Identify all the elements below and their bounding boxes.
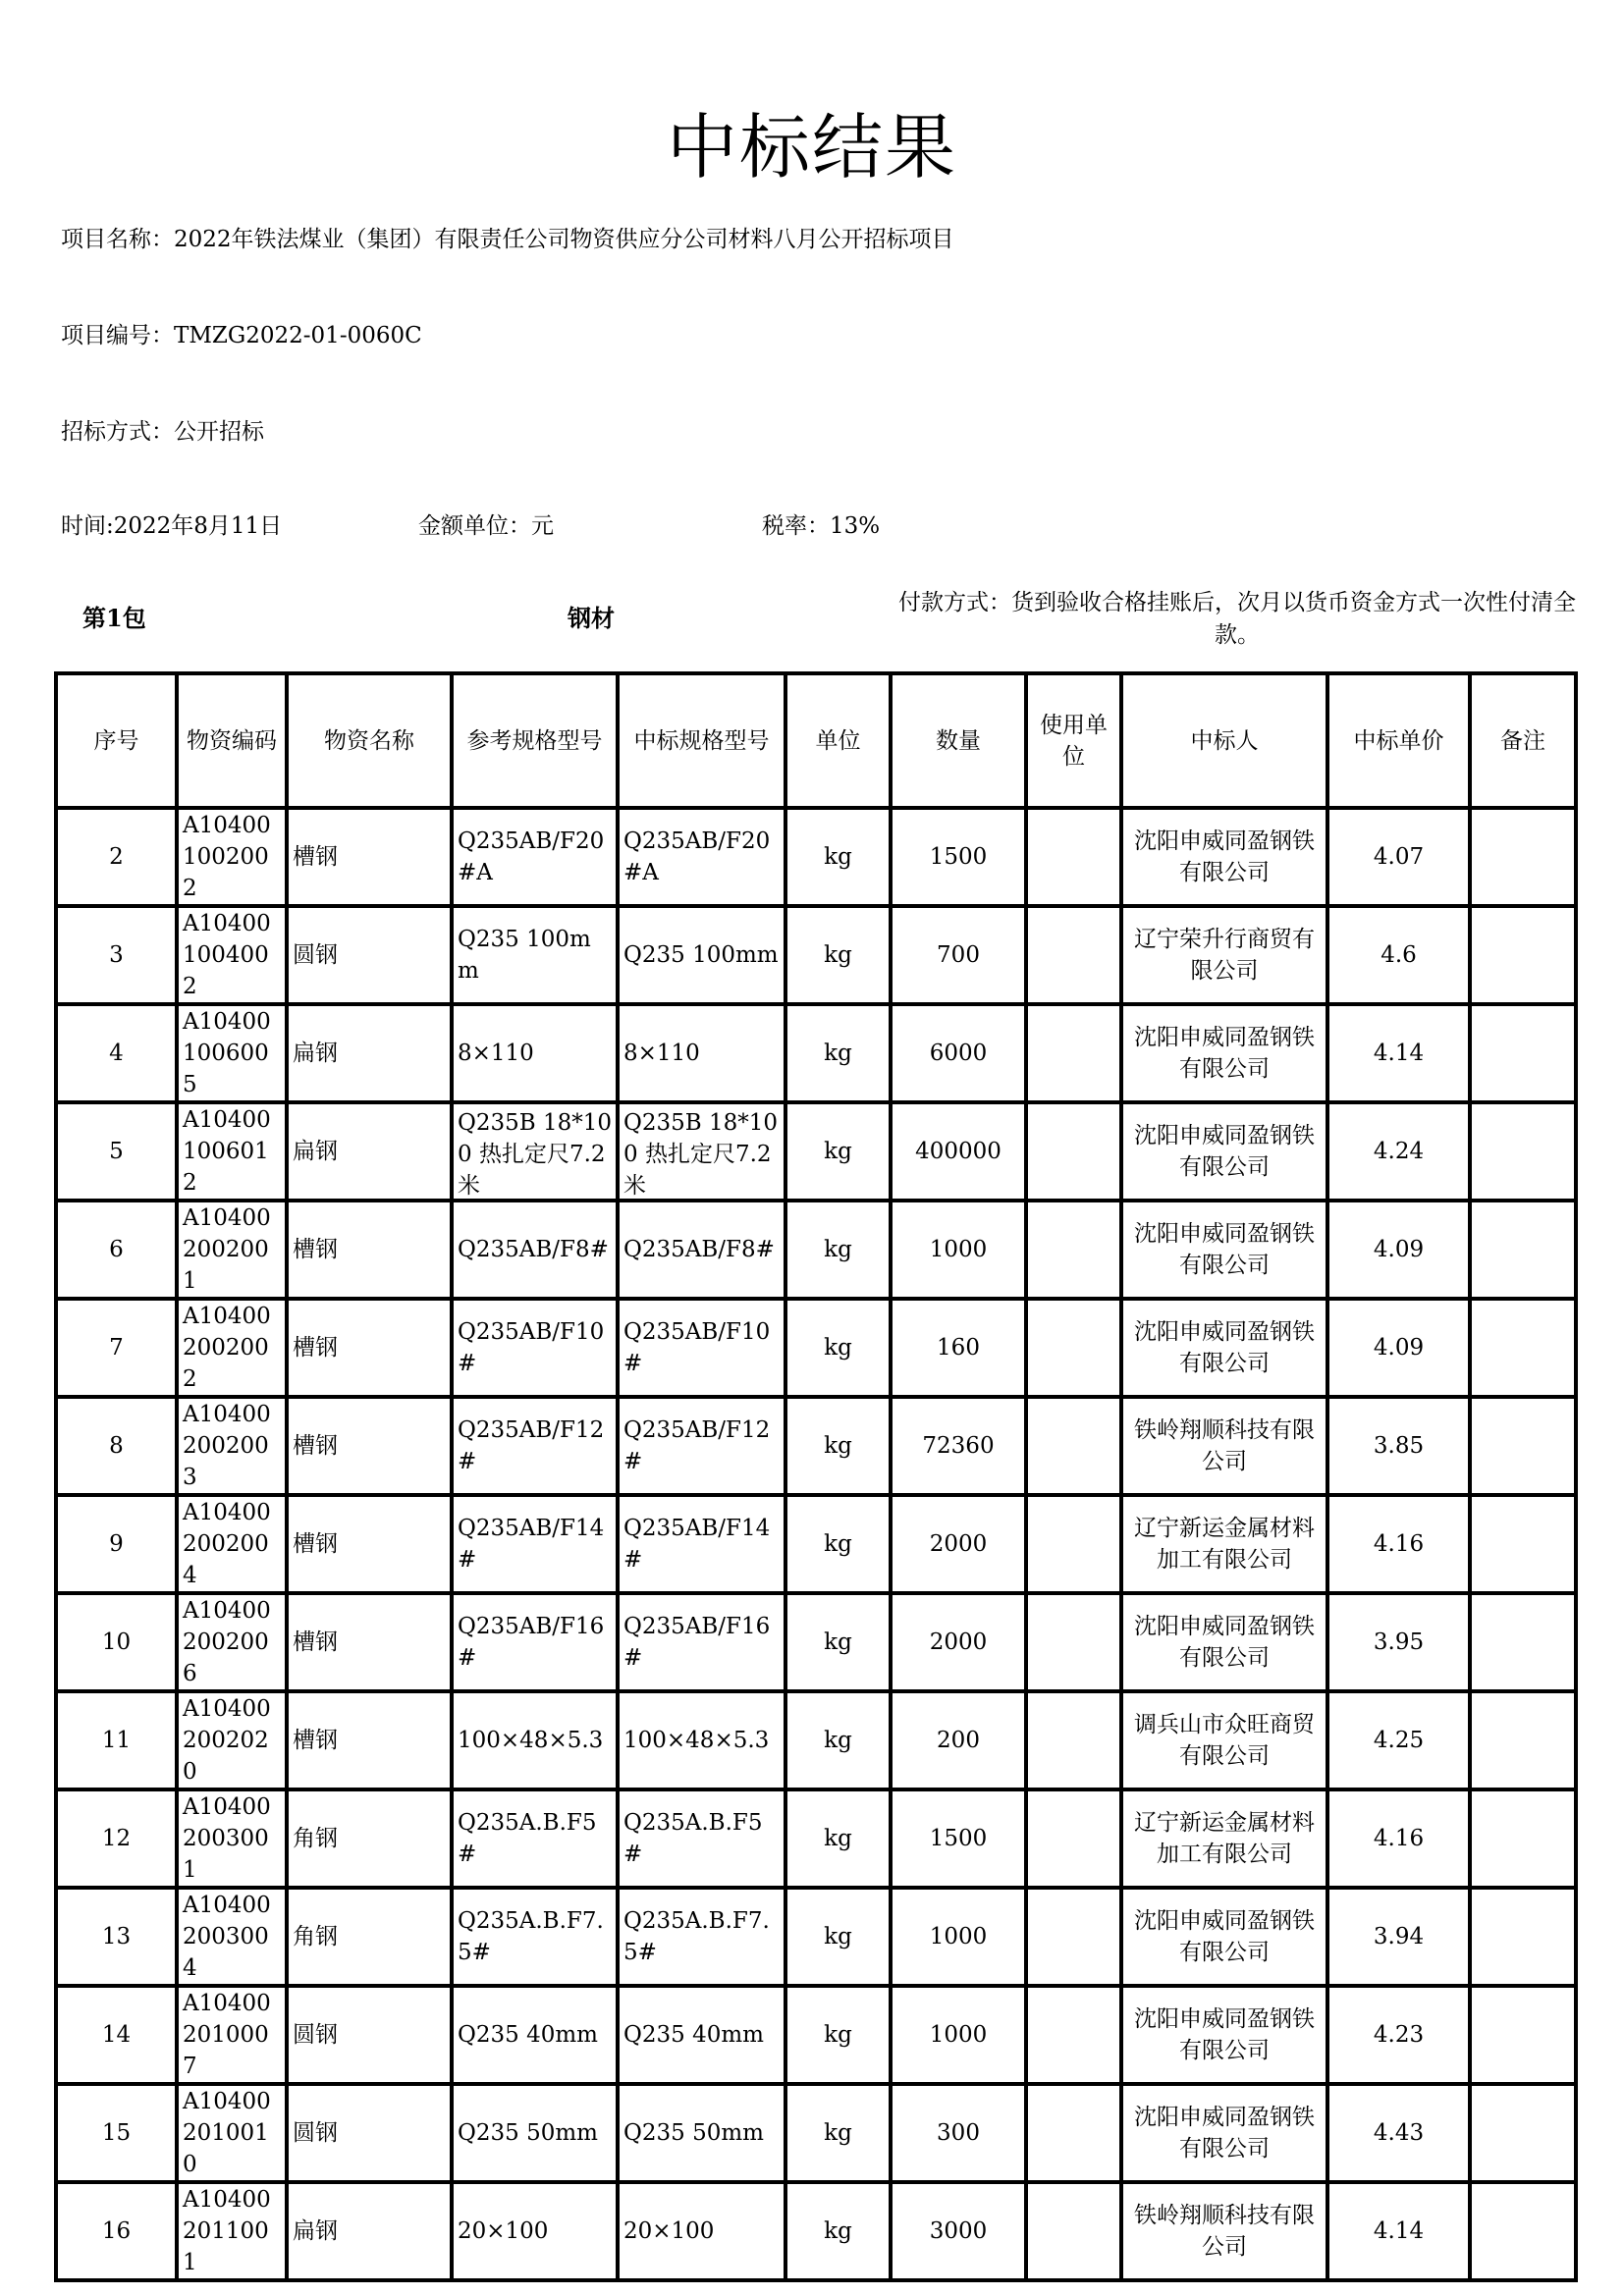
cell-note (1470, 1789, 1576, 1888)
cell-user (1026, 1102, 1121, 1201)
cell-unit: kg (785, 906, 891, 1004)
cell-winner: 沈阳申威同盈钢铁有限公司 (1121, 1201, 1327, 1299)
cell-ref-spec (452, 1299, 618, 1397)
cell-no: 2 (56, 808, 177, 906)
cell-user (1026, 1004, 1121, 1102)
cell-win-spec-text: Q235 50mm (623, 2120, 764, 2146)
cell-note (1470, 808, 1576, 906)
cell-winner: 辽宁新运金属材料加工有限公司 (1121, 1789, 1327, 1888)
cell-ref-spec (452, 2084, 618, 2182)
cell-ref-spec-text: Q235AB/F14# (458, 1516, 605, 1573)
cell-price: 4.14 (1327, 1004, 1470, 1102)
cell-note (1470, 1495, 1576, 1593)
header-note: 备注 (1470, 673, 1576, 808)
cell-unit: kg (785, 1495, 891, 1593)
cell-user (1026, 1201, 1121, 1299)
cell-qty: 3000 (891, 2182, 1026, 2280)
cell-ref-spec-text: Q235AB/F10# (458, 1319, 605, 1376)
table-row (56, 1201, 1576, 1299)
cell-price: 4.24 (1327, 1102, 1470, 1201)
project-code: 项目编号：TMZG2022-01-0060C (61, 323, 422, 348)
cell-win-spec-text: Q235AB/F20#A (623, 828, 771, 885)
cell-win-spec-text: Q235 40mm (623, 2022, 764, 2048)
cell-qty: 72360 (891, 1397, 1026, 1495)
result-table (54, 671, 1578, 2282)
cell-code: A104002002002 (177, 1299, 287, 1397)
cell-unit: kg (785, 2084, 891, 2182)
cell-winner: 沈阳申威同盈钢铁有限公司 (1121, 808, 1327, 906)
cell-qty: 1500 (891, 1789, 1026, 1888)
cell-no: 8 (56, 1397, 177, 1495)
cell-unit: kg (785, 1397, 891, 1495)
cell-ref-spec (452, 808, 618, 906)
cell-qty: 160 (891, 1299, 1026, 1397)
cell-win-spec (618, 906, 785, 1004)
cell-winner: 辽宁荣升行商贸有限公司 (1121, 906, 1327, 1004)
table-row (56, 808, 1576, 906)
cell-qty: 1000 (891, 1888, 1026, 1986)
cell-ref-spec (452, 1888, 618, 1986)
cell-win-spec (618, 1888, 785, 1986)
cell-no: 9 (56, 1495, 177, 1593)
cell-price: 4.14 (1327, 2182, 1470, 2280)
cell-ref-spec-text: Q235AB/F12# (458, 1417, 605, 1474)
cell-code: A104001006012 (177, 1102, 287, 1201)
table-row (56, 1789, 1576, 1888)
cell-ref-spec-text: Q235AB/F16# (458, 1614, 605, 1671)
cell-code: A104001002002 (177, 808, 287, 906)
cell-win-spec-text: Q235AB/F8# (623, 1237, 775, 1262)
cell-no: 10 (56, 1593, 177, 1691)
cell-qty: 700 (891, 906, 1026, 1004)
cell-qty: 2000 (891, 1495, 1026, 1593)
cell-winner: 辽宁新运金属材料加工有限公司 (1121, 1495, 1327, 1593)
cell-unit: kg (785, 1888, 891, 1986)
cell-name: 圆钢 (287, 906, 452, 1004)
cell-ref-spec-text: Q235A.B.F7.5# (458, 1908, 604, 1965)
cell-code: A104002002004 (177, 1495, 287, 1593)
cell-unit: kg (785, 1201, 891, 1299)
table-row (56, 1299, 1576, 1397)
cell-price: 4.16 (1327, 1495, 1470, 1593)
cell-no: 6 (56, 1201, 177, 1299)
cell-code: A104002003001 (177, 1789, 287, 1888)
cell-note (1470, 906, 1576, 1004)
cell-ref-spec (452, 1593, 618, 1691)
cell-win-spec (618, 2084, 785, 2182)
cell-win-spec (618, 808, 785, 906)
cell-ref-spec-text: Q235AB/F8# (458, 1237, 609, 1262)
cell-price: 4.23 (1327, 1986, 1470, 2084)
cell-note (1470, 1986, 1576, 2084)
cell-user (1026, 1299, 1121, 1397)
table-row (56, 1397, 1576, 1495)
cell-ref-spec-text: 20×100 (458, 2218, 549, 2244)
cell-code: A104002011001 (177, 2182, 287, 2280)
cell-price: 4.09 (1327, 1201, 1470, 1299)
cell-win-spec-text: 8×110 (623, 1041, 700, 1066)
cell-name: 角钢 (287, 1888, 452, 1986)
cell-price: 3.95 (1327, 1593, 1470, 1691)
table-row (56, 1102, 1576, 1201)
cell-ref-spec-text: Q235 40mm (458, 2022, 598, 2048)
table-header-row (56, 673, 1576, 808)
cell-price: 3.94 (1327, 1888, 1470, 1986)
header-no: 序号 (56, 673, 177, 808)
header-code: 物资编码 (177, 673, 287, 808)
cell-note (1470, 1102, 1576, 1201)
cell-code: A104002002020 (177, 1691, 287, 1789)
amount-unit: 金额单位：元 (418, 513, 554, 539)
cell-win-spec-text: Q235AB/F12# (623, 1417, 771, 1474)
cell-ref-spec-text: 100×48×5.3 (458, 1728, 604, 1753)
cell-no: 15 (56, 2084, 177, 2182)
cell-unit: kg (785, 1299, 891, 1397)
table-row (56, 1691, 1576, 1789)
cell-winner: 沈阳申威同盈钢铁有限公司 (1121, 1299, 1327, 1397)
cell-price: 4.6 (1327, 906, 1470, 1004)
cell-name: 扁钢 (287, 2182, 452, 2280)
cell-win-spec-text: Q235A.B.F7.5# (623, 1908, 770, 1965)
cell-unit: kg (785, 1593, 891, 1691)
cell-code: A104002003004 (177, 1888, 287, 1986)
cell-user (1026, 906, 1121, 1004)
cell-win-spec-text: Q235AB/F10# (623, 1319, 771, 1376)
cell-ref-spec-text: 8×110 (458, 1041, 534, 1066)
cell-qty: 2000 (891, 1593, 1026, 1691)
cell-user (1026, 1888, 1121, 1986)
cell-winner: 铁岭翔顺科技有限公司 (1121, 1397, 1327, 1495)
cell-note (1470, 2084, 1576, 2182)
cell-win-spec (618, 1004, 785, 1102)
cell-name: 槽钢 (287, 1593, 452, 1691)
cell-ref-spec (452, 2182, 618, 2280)
cell-user (1026, 2084, 1121, 2182)
cell-no: 14 (56, 1986, 177, 2084)
cell-ref-spec-text: Q235B 18*100 热扎定尺7.2米 (458, 1110, 612, 1196)
cell-ref-spec (452, 1691, 618, 1789)
cell-name: 槽钢 (287, 1201, 452, 1299)
cell-unit: kg (785, 1691, 891, 1789)
cell-note (1470, 2182, 1576, 2280)
cell-note (1470, 1201, 1576, 1299)
cell-winner: 铁岭翔顺科技有限公司 (1121, 2182, 1327, 2280)
cell-user (1026, 1495, 1121, 1593)
cell-winner: 沈阳申威同盈钢铁有限公司 (1121, 1888, 1327, 1986)
table-row (56, 1004, 1576, 1102)
project-name: 项目名称：2022年铁法煤业（集团）有限责任公司物资供应分公司材料八月公开招标项目 (61, 227, 954, 252)
cell-ref-spec (452, 1789, 618, 1888)
cell-unit: kg (785, 2182, 891, 2280)
bid-method: 招标方式：公开招标 (61, 419, 264, 445)
cell-code: A104002002003 (177, 1397, 287, 1495)
cell-no: 11 (56, 1691, 177, 1789)
cell-name: 圆钢 (287, 1986, 452, 2084)
cell-unit: kg (785, 1789, 891, 1888)
cell-no: 12 (56, 1789, 177, 1888)
cell-name: 扁钢 (287, 1004, 452, 1102)
cell-win-spec-text: Q235B 18*100 热扎定尺7.2米 (623, 1110, 779, 1196)
cell-win-spec (618, 1397, 785, 1495)
cell-price: 4.25 (1327, 1691, 1470, 1789)
cell-winner: 沈阳申威同盈钢铁有限公司 (1121, 1593, 1327, 1691)
cell-qty: 200 (891, 1691, 1026, 1789)
cell-no: 16 (56, 2182, 177, 2280)
cell-no: 3 (56, 906, 177, 1004)
cell-winner: 沈阳申威同盈钢铁有限公司 (1121, 1102, 1327, 1201)
cell-name: 槽钢 (287, 1495, 452, 1593)
cell-name: 槽钢 (287, 1299, 452, 1397)
table-row (56, 1986, 1576, 2084)
cell-unit: kg (785, 1986, 891, 2084)
cell-winner: 调兵山市众旺商贸有限公司 (1121, 1691, 1327, 1789)
header-win-spec: 中标规格型号 (618, 673, 785, 808)
cell-win-spec (618, 1201, 785, 1299)
cell-qty: 300 (891, 2084, 1026, 2182)
header-ref-spec: 参考规格型号 (452, 673, 618, 808)
cell-qty: 1500 (891, 808, 1026, 906)
header-price: 中标单价 (1327, 673, 1470, 808)
cell-win-spec (618, 2182, 785, 2280)
cell-user (1026, 1986, 1121, 2084)
cell-no: 7 (56, 1299, 177, 1397)
cell-price: 4.07 (1327, 808, 1470, 906)
tax-rate: 税率：13% (762, 513, 881, 539)
cell-qty: 1000 (891, 1986, 1026, 2084)
cell-user (1026, 1691, 1121, 1789)
cell-win-spec-text: Q235A.B.F5# (623, 1810, 763, 1867)
cell-no: 4 (56, 1004, 177, 1102)
cell-ref-spec (452, 1201, 618, 1299)
cell-code: A104001004002 (177, 906, 287, 1004)
cell-win-spec-text: 100×48×5.3 (623, 1728, 770, 1753)
header-unit: 单位 (785, 673, 891, 808)
cell-win-spec-text: Q235AB/F16# (623, 1614, 771, 1671)
cell-qty: 6000 (891, 1004, 1026, 1102)
cell-win-spec-text: Q235 100mm (623, 942, 779, 968)
cell-name: 角钢 (287, 1789, 452, 1888)
table-row (56, 906, 1576, 1004)
cell-ref-spec-text: Q235A.B.F5# (458, 1810, 597, 1867)
header-qty: 数量 (891, 673, 1026, 808)
cell-name: 槽钢 (287, 808, 452, 906)
table-row (56, 2084, 1576, 2182)
cell-code: A104002010007 (177, 1986, 287, 2084)
cell-code: A104002010010 (177, 2084, 287, 2182)
material-label: 钢材 (568, 604, 615, 632)
cell-winner: 沈阳申威同盈钢铁有限公司 (1121, 1004, 1327, 1102)
cell-ref-spec (452, 1397, 618, 1495)
cell-code: A104002002001 (177, 1201, 287, 1299)
cell-name: 扁钢 (287, 1102, 452, 1201)
cell-no: 5 (56, 1102, 177, 1201)
cell-name: 槽钢 (287, 1691, 452, 1789)
cell-win-spec-text: Q235AB/F14# (623, 1516, 771, 1573)
payment-terms: 付款方式：货到验收合格挂账后，次月以货币资金方式一次性付清全款。 (898, 590, 1576, 648)
cell-ref-spec (452, 1004, 618, 1102)
cell-unit: kg (785, 808, 891, 906)
cell-ref-spec-text: Q235 50mm (458, 2120, 598, 2146)
cell-win-spec (618, 1691, 785, 1789)
cell-unit: kg (785, 1102, 891, 1201)
cell-note (1470, 1397, 1576, 1495)
cell-price: 4.09 (1327, 1299, 1470, 1397)
header-winner: 中标人 (1121, 673, 1327, 808)
cell-win-spec (618, 1986, 785, 2084)
cell-price: 4.16 (1327, 1789, 1470, 1888)
cell-win-spec (618, 1102, 785, 1201)
cell-qty: 1000 (891, 1201, 1026, 1299)
bid-time: 时间:2022年8月11日 (61, 513, 283, 539)
package-label: 第1包 (82, 604, 146, 632)
cell-user (1026, 1593, 1121, 1691)
cell-price: 3.85 (1327, 1397, 1470, 1495)
cell-user (1026, 808, 1121, 906)
cell-note (1470, 1888, 1576, 1986)
cell-ref-spec (452, 906, 618, 1004)
cell-user (1026, 1789, 1121, 1888)
cell-note (1470, 1593, 1576, 1691)
cell-qty: 400000 (891, 1102, 1026, 1201)
cell-code: A104002002006 (177, 1593, 287, 1691)
cell-winner: 沈阳申威同盈钢铁有限公司 (1121, 1986, 1327, 2084)
cell-winner: 沈阳申威同盈钢铁有限公司 (1121, 2084, 1327, 2182)
cell-note (1470, 1004, 1576, 1102)
cell-name: 圆钢 (287, 2084, 452, 2182)
cell-win-spec (618, 1495, 785, 1593)
header-user: 使用单位 (1026, 673, 1121, 808)
cell-user (1026, 1397, 1121, 1495)
table-row (56, 2182, 1576, 2280)
cell-ref-spec (452, 1986, 618, 2084)
cell-win-spec (618, 1593, 785, 1691)
cell-win-spec (618, 1299, 785, 1397)
cell-ref-spec-text: Q235AB/F20#A (458, 828, 605, 885)
header-name: 物资名称 (287, 673, 452, 808)
cell-code: A104001006005 (177, 1004, 287, 1102)
cell-ref-spec (452, 1495, 618, 1593)
cell-no: 13 (56, 1888, 177, 1986)
cell-note (1470, 1691, 1576, 1789)
cell-win-spec-text: 20×100 (623, 2218, 715, 2244)
cell-user (1026, 2182, 1121, 2280)
cell-note (1470, 1299, 1576, 1397)
cell-ref-spec-text: Q235 100mm (458, 927, 591, 984)
cell-ref-spec (452, 1102, 618, 1201)
table-row (56, 1888, 1576, 1986)
document-title: 中标结果 (666, 106, 957, 188)
table-row (56, 1593, 1576, 1691)
table-row (56, 1495, 1576, 1593)
cell-price: 4.43 (1327, 2084, 1470, 2182)
cell-win-spec (618, 1789, 785, 1888)
cell-unit: kg (785, 1004, 891, 1102)
cell-name: 槽钢 (287, 1397, 452, 1495)
